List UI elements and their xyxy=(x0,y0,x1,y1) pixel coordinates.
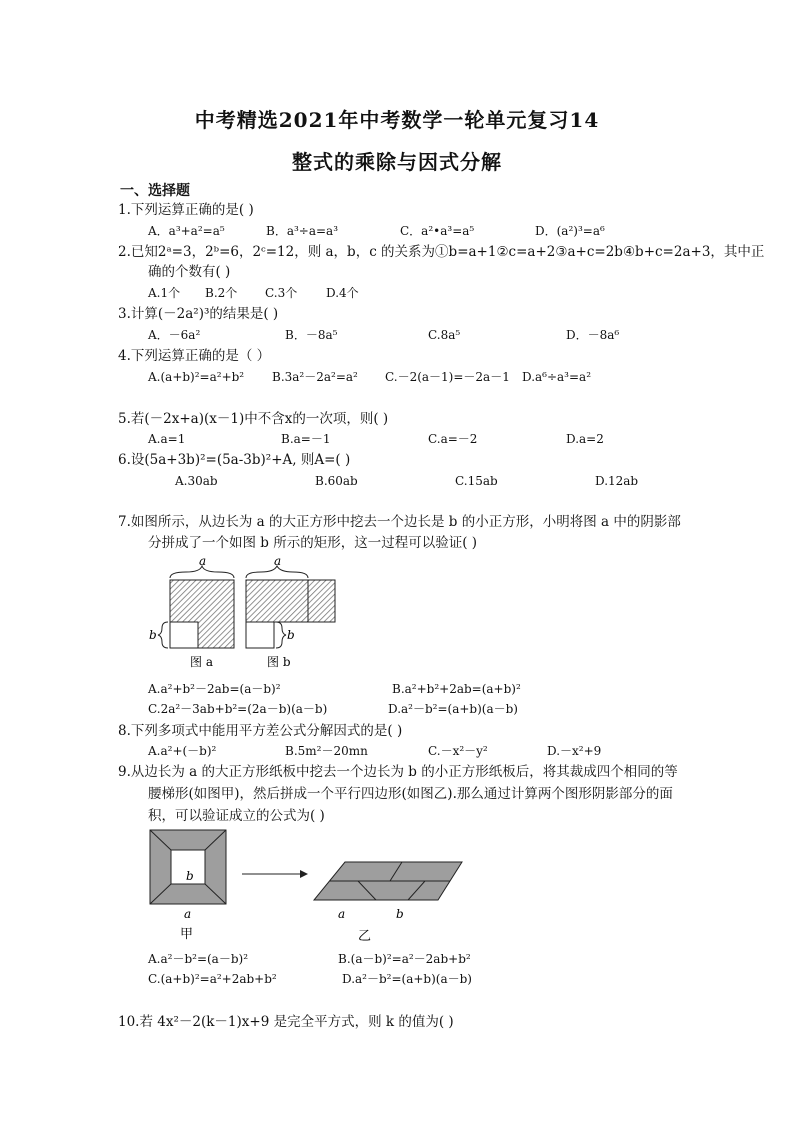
question-1-option-a: A．a³+a²=a⁵ xyxy=(148,224,225,238)
question-5-option-c: C.a=－2 xyxy=(428,432,478,446)
brace-b-right xyxy=(276,622,286,648)
shaded-rect-b xyxy=(246,580,308,622)
question-2-option-d: D.4个 xyxy=(326,286,359,300)
shaded-strip-b xyxy=(308,580,335,622)
question-7-stem: 7.如图所示，从边长为 a 的大正方形中挖去一个边长是 b 的小正方形，小明将图 a 中的阴影部 xyxy=(118,514,681,530)
question-5-option-d: D.a=2 xyxy=(566,432,604,446)
label-a-b: a xyxy=(274,556,282,568)
question-2-stem-cont: 确的个数有( ) xyxy=(148,264,231,280)
question-10-stem: 10.若 4x²－2(k－1)x+9 是完全平方式，则 k 的值为( ) xyxy=(118,1014,454,1030)
caption-b: 图 b xyxy=(267,655,291,669)
question-4-option-a: A.(a+b)²=a²+b² xyxy=(148,370,245,384)
question-7-option-c: C.2a²－3ab+b²=(2a－b)(a－b) xyxy=(148,702,328,716)
title-line-2: 整式的乘除与因式分解 xyxy=(292,150,502,174)
arrow-icon xyxy=(242,870,308,878)
label-b-yi: b xyxy=(396,907,404,921)
title-line-1: 中考精选2021年中考数学一轮单元复习14 xyxy=(194,108,600,132)
question-1-option-d: D．(a²)³=a⁶ xyxy=(535,224,605,238)
question-9-stem-cont-2: 积，可以验证成立的公式为( ) xyxy=(148,808,325,824)
question-2-option-a: A.1个 xyxy=(148,286,181,300)
question-6-option-c: C.15ab xyxy=(455,474,498,488)
question-6-option-b: B.60ab xyxy=(315,474,358,488)
question-6-stem: 6.设(5a+3b)²=(5a-3b)²+A, 则A=( ) xyxy=(118,452,351,468)
caption-yi: 乙 xyxy=(358,929,372,944)
small-square-a xyxy=(170,622,198,648)
question-8-option-a: A.a²+(－b)² xyxy=(148,744,217,758)
question-2-option-c: C.3个 xyxy=(265,286,298,300)
label-a: a xyxy=(199,556,207,568)
question-7-stem-cont: 分拼成了一个如图 b 所示的矩形，这一过程可以验证( ) xyxy=(148,535,478,551)
question-1-option-c: C．a²•a³=a⁵ xyxy=(400,224,475,238)
question-4-stem: 4.下列运算正确的是（ ） xyxy=(118,348,271,364)
question-9-stem: 9.从边长为 a 的大正方形纸板中挖去一个边长为 b 的小正方形纸板后，将其裁成四个相同的等 xyxy=(118,764,678,780)
question-5-stem: 5.若(－2x+a)(x－1)中不含x的一次项，则( ) xyxy=(118,411,389,427)
figure-7a xyxy=(149,556,234,669)
question-3-option-d: D．－8a⁶ xyxy=(566,328,620,342)
question-6-option-a: A.30ab xyxy=(175,474,218,488)
question-9-stem-cont-1: 腰梯形(如图甲)，然后拼成一个平行四边形(如图乙).那么通过计算两个图形阴影部分的面 xyxy=(148,786,673,802)
figure-9-yi xyxy=(314,862,462,944)
figure-7b xyxy=(246,556,335,669)
label-b-b: b xyxy=(287,628,295,642)
question-8-stem: 8.下列多项式中能用平方差公式分解因式的是( ) xyxy=(118,723,403,739)
question-4-option-b: B.3a²－2a²=a² xyxy=(272,370,358,384)
question-5-option-b: B.a=－1 xyxy=(281,432,331,446)
question-7-option-b: B.a²+b²+2ab=(a+b)² xyxy=(392,682,521,696)
question-4-option-d: D.a⁶÷a³=a² xyxy=(522,370,592,384)
question-3-stem: 3.计算(－2a²)³的结果是( ) xyxy=(118,306,279,322)
question-8-option-c: C.－x²－y² xyxy=(428,744,488,758)
caption-jia: 甲 xyxy=(180,927,194,942)
question-3-option-c: C.8a⁵ xyxy=(428,328,461,342)
question-1-stem: 1.下列运算正确的是( ) xyxy=(118,202,254,218)
figure-7 xyxy=(146,556,346,674)
figure-9-jia xyxy=(150,830,226,942)
question-2-option-b: B.2个 xyxy=(205,286,238,300)
label-a-yi: a xyxy=(338,907,346,921)
question-8-option-b: B.5m²－20mn xyxy=(285,744,368,758)
question-5-option-a: A.a=1 xyxy=(148,432,186,446)
brace-b-left xyxy=(158,622,168,648)
question-3-option-b: B．－8a⁵ xyxy=(285,328,338,342)
section-heading: 一、选择题 xyxy=(120,183,190,199)
label-b-jia: b xyxy=(186,869,194,883)
caption-a: 图 a xyxy=(190,655,213,669)
question-2-stem: 2.已知2ᵃ=3，2ᵇ=6，2ᶜ=12，则 a，b，c 的关系为①b=a+1②c=a+2③a+c=2b④b+c=2a+3，其中正 xyxy=(118,244,765,260)
label-b: b xyxy=(149,628,157,642)
small-square-b xyxy=(246,622,274,648)
question-8-option-d: D.－x²+9 xyxy=(547,744,602,758)
question-9-option-a: A.a²－b²=(a－b)² xyxy=(148,952,249,966)
label-a-jia: a xyxy=(184,907,192,921)
question-9-option-c: C.(a+b)²=a²+2ab+b² xyxy=(148,972,277,986)
question-4-option-c: C.－2(a－1)=－2a－1 xyxy=(385,370,510,384)
question-7-option-d: D.a²－b²=(a+b)(a－b) xyxy=(388,702,518,716)
question-9-option-d: D.a²－b²=(a+b)(a－b) xyxy=(342,972,472,986)
question-6-option-d: D.12ab xyxy=(595,474,639,488)
question-9-option-b: B.(a－b)²=a²－2ab+b² xyxy=(338,952,471,966)
question-1-option-b: B．a³÷a=a³ xyxy=(266,224,339,238)
question-3-option-a: A．－6a² xyxy=(148,328,201,342)
question-7-option-a: A.a²+b²－2ab=(a－b)² xyxy=(148,682,281,696)
figure-9 xyxy=(140,826,480,946)
